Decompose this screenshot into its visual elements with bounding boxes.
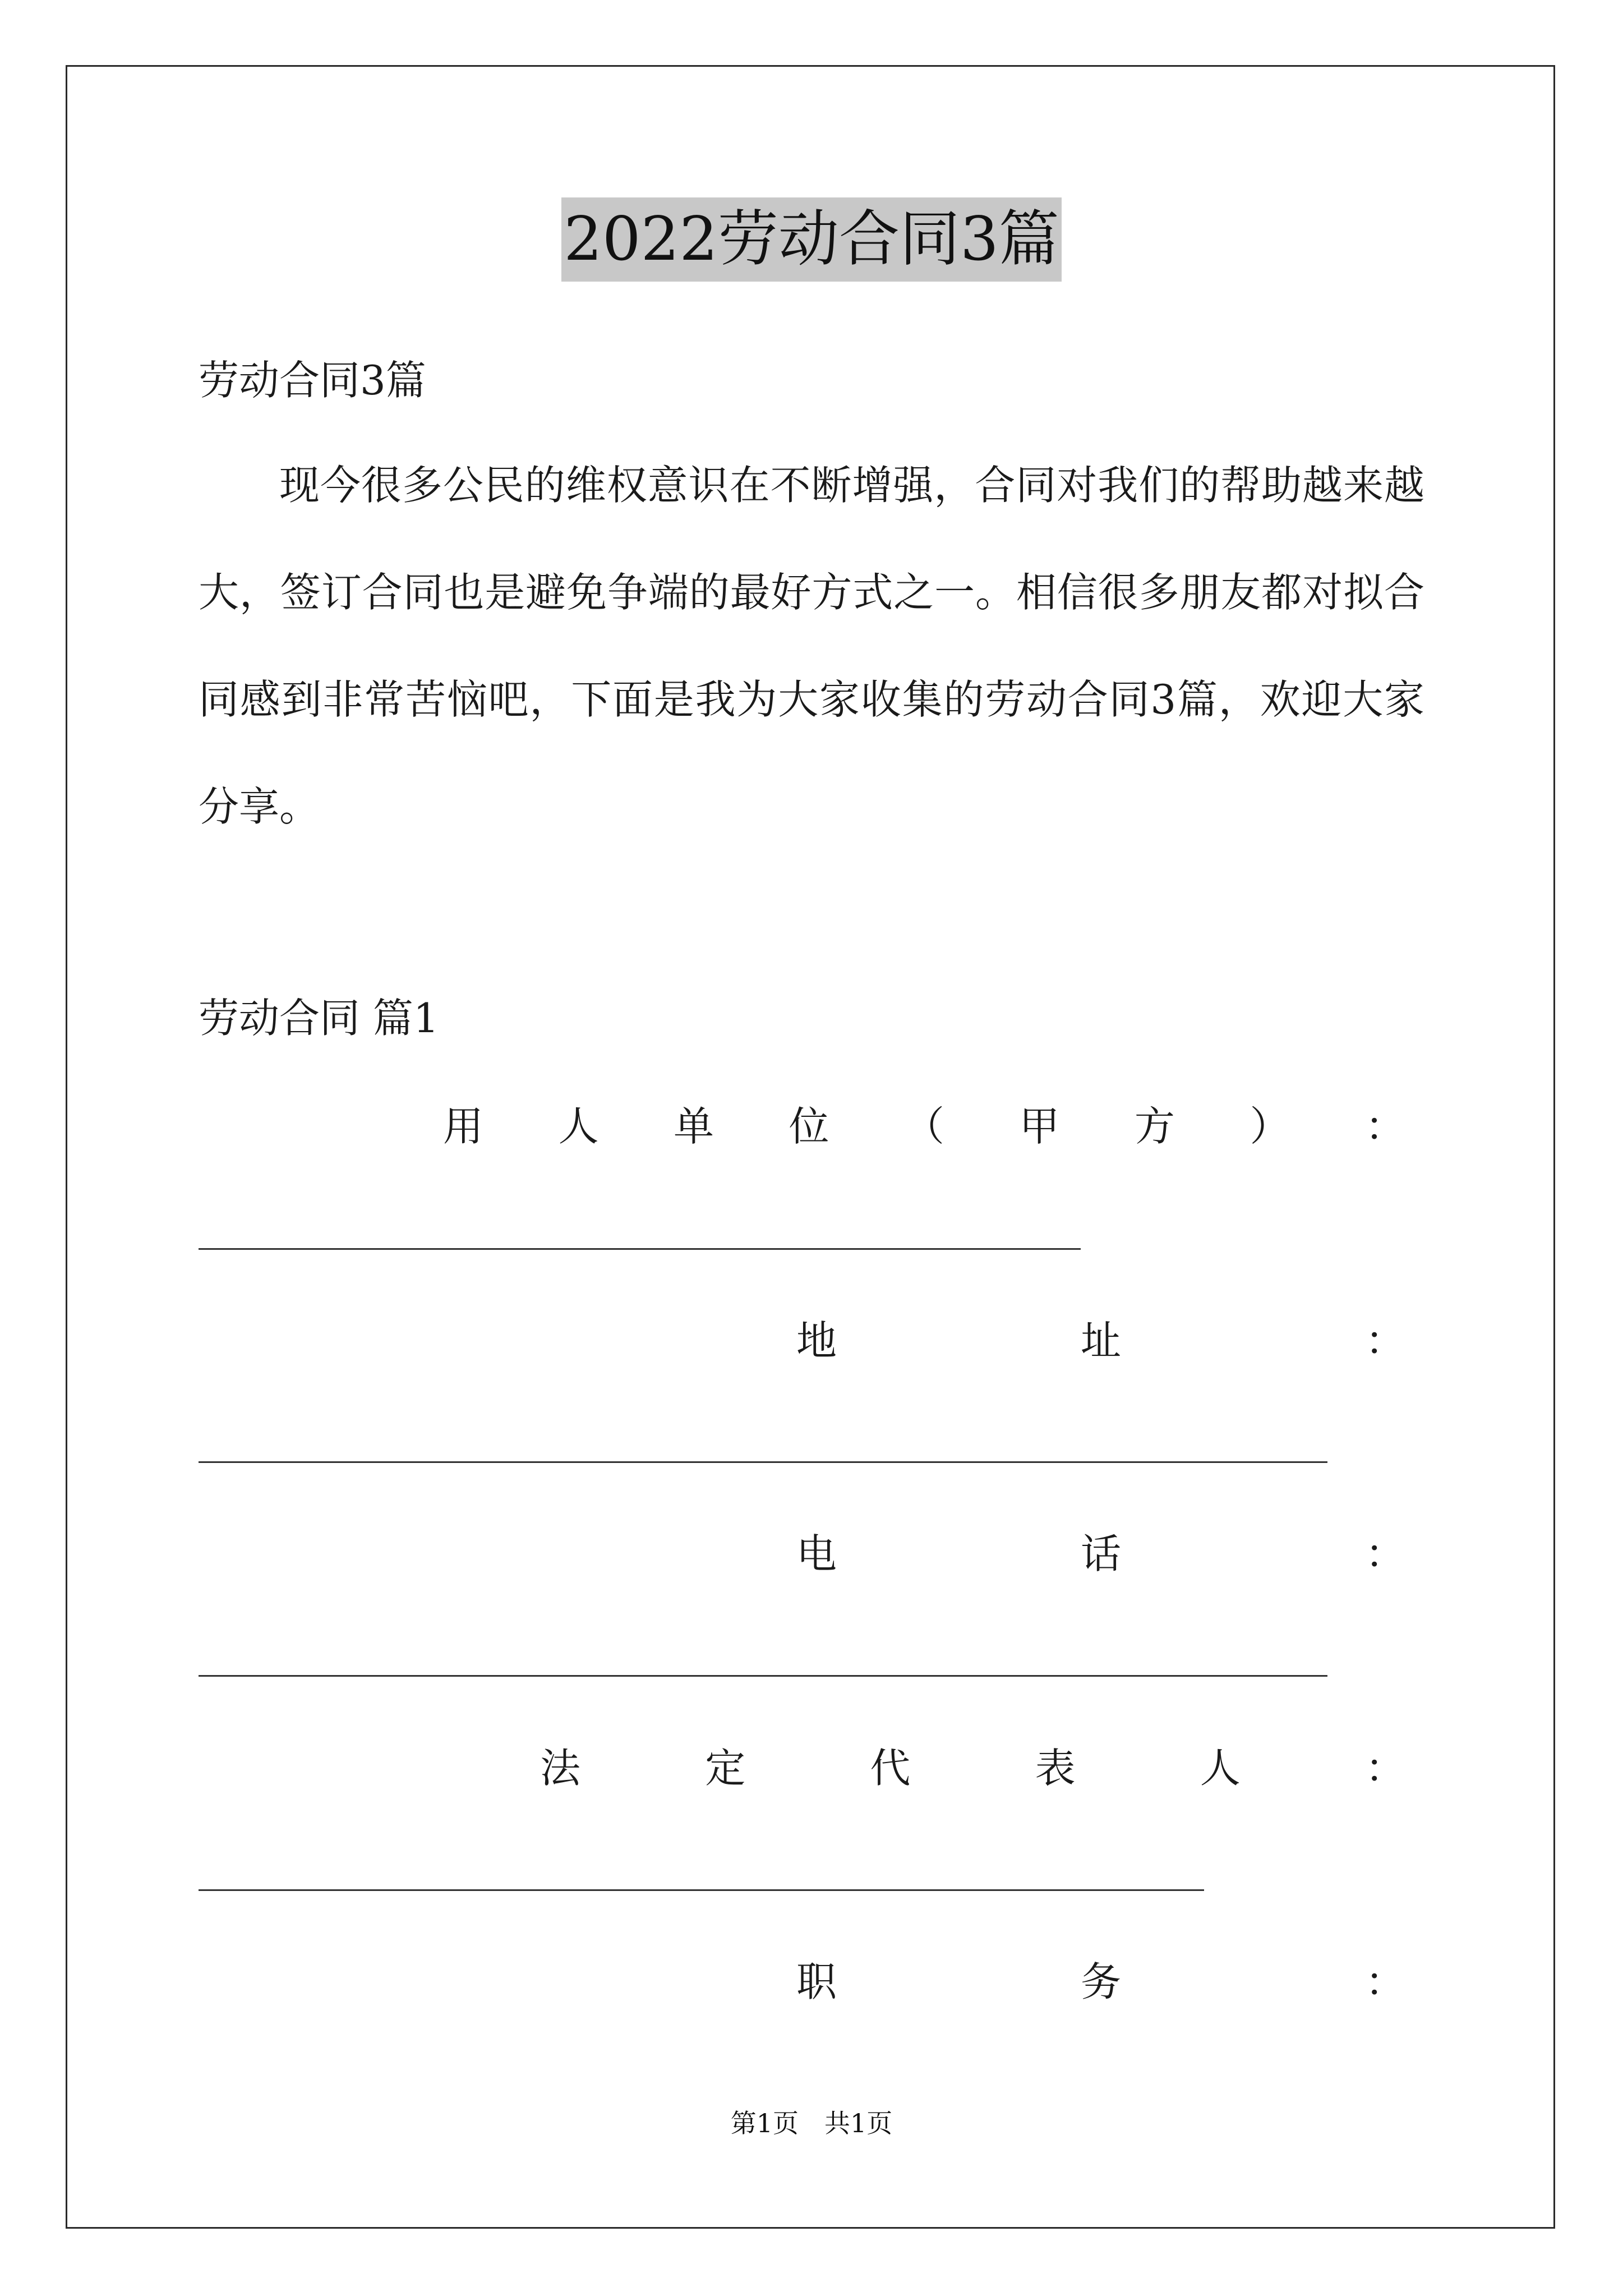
field-employer-char: 位 [789, 1103, 829, 1150]
field-legal-rep-char: 代 [870, 1745, 911, 1792]
field-address [796, 1315, 1405, 1366]
field-phone-char: ： [1364, 1530, 1405, 1577]
subtitle: 劳动合同3篇 [199, 357, 426, 404]
field-employer-char: 甲 [1019, 1103, 1060, 1150]
document-title: 2022劳动合同3篇 [561, 197, 1062, 282]
field-employer-char: 单 [673, 1103, 714, 1150]
field-phone [796, 1529, 1405, 1579]
employer-blank-line [199, 1248, 1081, 1250]
field-employer-char: 用 [443, 1103, 484, 1150]
address-blank-line [199, 1461, 1327, 1463]
title-container [0, 197, 1623, 282]
field-position-char: 务 [1080, 1958, 1121, 2005]
field-legal-rep-char: 定 [705, 1745, 746, 1792]
section-heading: 劳动合同 篇1 [199, 995, 439, 1042]
legal-rep-blank-line [199, 1889, 1204, 1891]
field-legal-rep-char: 表 [1035, 1745, 1076, 1792]
field-legal-rep-char: ： [1364, 1745, 1405, 1792]
field-employer-char: 人 [558, 1103, 599, 1150]
field-address-char: 址 [1080, 1317, 1121, 1364]
phone-blank-line [199, 1675, 1327, 1677]
field-employer-char: （ [903, 1103, 944, 1150]
field-employer-char: 方 [1134, 1103, 1175, 1150]
field-legal-rep-char: 人 [1200, 1745, 1241, 1792]
field-phone-char: 话 [1080, 1530, 1121, 1577]
field-position [796, 1957, 1405, 2007]
field-employer-char: ） [1249, 1103, 1290, 1150]
field-phone-char: 电 [796, 1530, 837, 1577]
field-position-char: ： [1364, 1958, 1405, 2005]
field-employer [443, 1101, 1405, 1152]
field-legal-representative [540, 1743, 1405, 1793]
page-footer: 第1页 共1页 [730, 2108, 893, 2138]
field-legal-rep-char: 法 [540, 1745, 581, 1792]
field-position-char: 职 [796, 1958, 837, 2005]
field-address-char: ： [1364, 1317, 1405, 1364]
field-address-char: 地 [796, 1317, 837, 1364]
intro-paragraph: 现今很多公民的维权意识在不断增强，合同对我们的帮助越来越大，签订合同也是避免争端的最好方式之一。相信很多朋友都对拟合同感到非常苦恼吧，下面是我为大家收集的劳动合同3篇，欢迎大家分享。 [199, 462, 1424, 830]
field-employer-char: ： [1364, 1103, 1405, 1150]
